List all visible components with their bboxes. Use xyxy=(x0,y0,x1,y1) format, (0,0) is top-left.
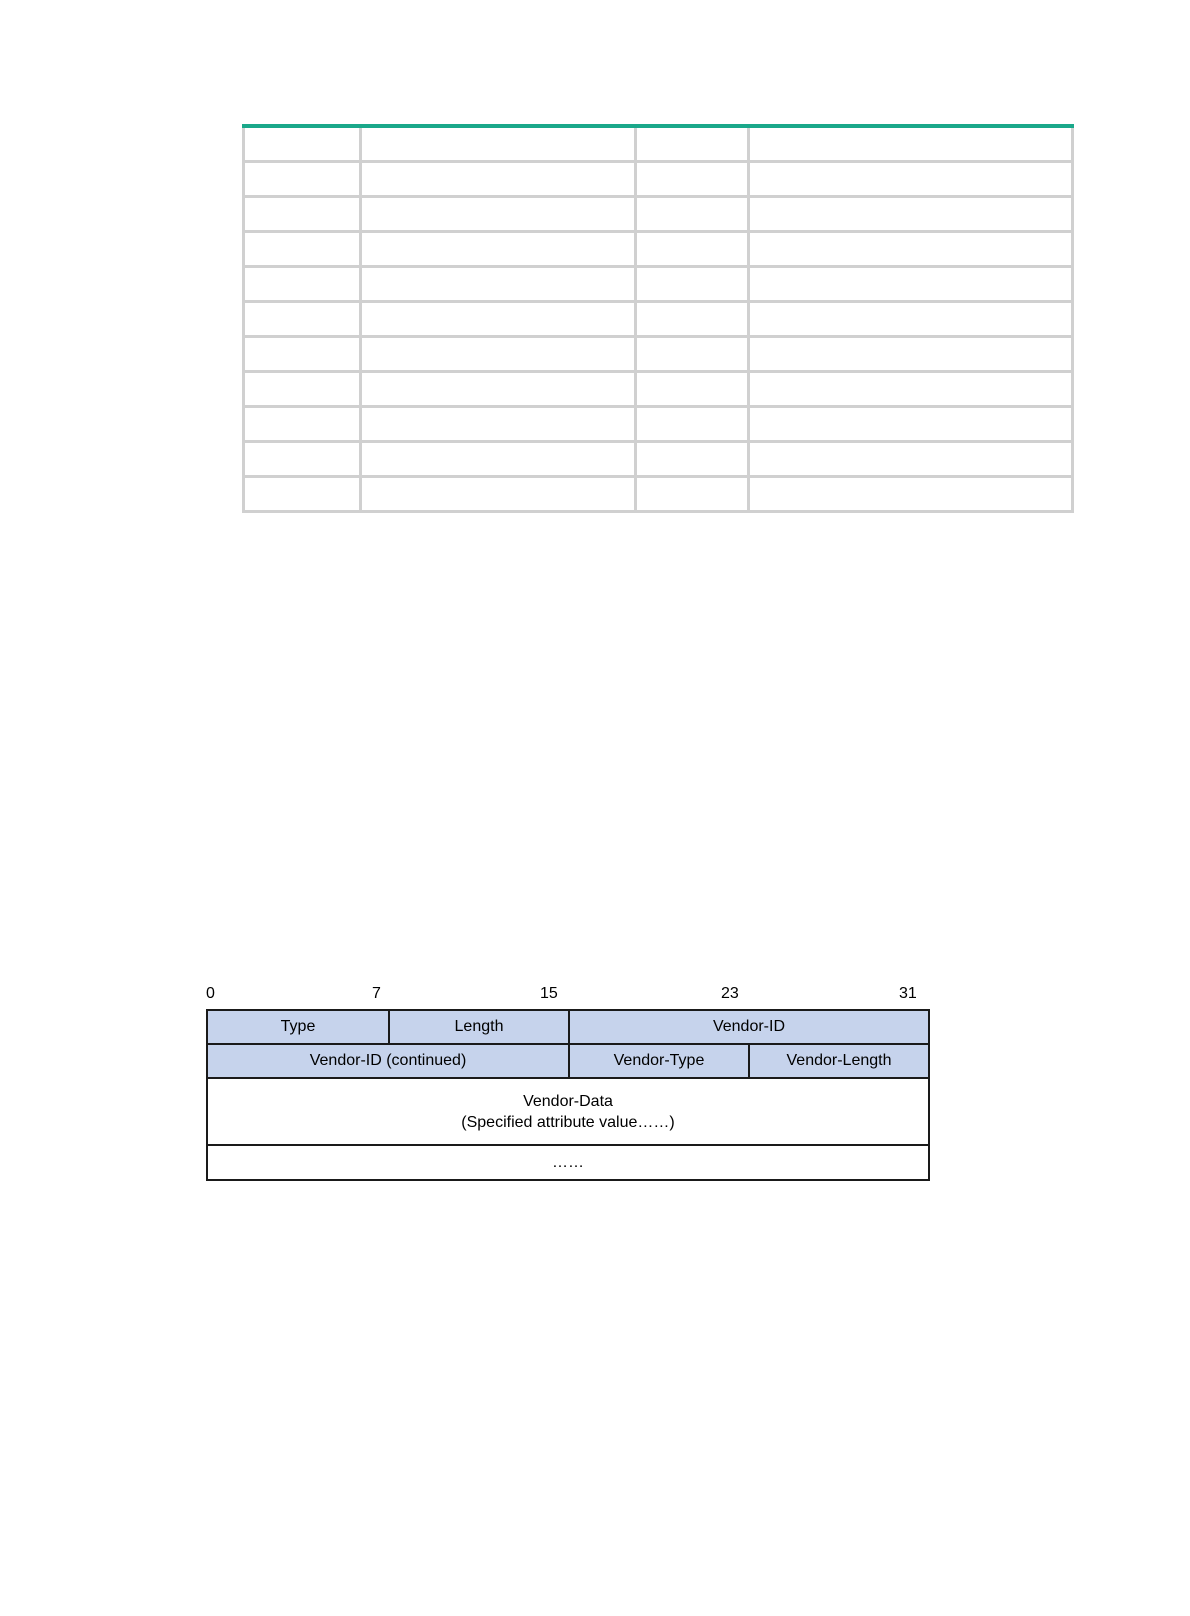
table-row xyxy=(244,197,1073,232)
table-cell xyxy=(749,337,1073,372)
continuation-field: …… xyxy=(552,1153,584,1171)
table-cell xyxy=(244,267,361,302)
table-cell xyxy=(636,442,749,477)
vsa-format-figure xyxy=(206,985,928,1185)
table-cell xyxy=(636,337,749,372)
table-cell xyxy=(749,407,1073,442)
table-cell xyxy=(749,126,1073,162)
table-cell xyxy=(749,197,1073,232)
length-field: Length xyxy=(388,1011,568,1043)
table-cell xyxy=(636,407,749,442)
table-cell xyxy=(361,477,636,512)
table-row xyxy=(244,337,1073,372)
vendor-type-field: Vendor-Type xyxy=(568,1045,748,1077)
table-cell xyxy=(244,197,361,232)
table-cell xyxy=(244,232,361,267)
bit-label-15: 15 xyxy=(540,985,558,1002)
attribute-table xyxy=(242,124,1074,513)
table-cell xyxy=(636,267,749,302)
table-cell xyxy=(361,126,636,162)
table-cell xyxy=(749,267,1073,302)
table-cell xyxy=(749,372,1073,407)
bit-label-7: 7 xyxy=(372,985,381,1002)
table-cell xyxy=(361,302,636,337)
table-cell xyxy=(636,477,749,512)
table-cell xyxy=(636,372,749,407)
table-cell xyxy=(749,232,1073,267)
table-cell xyxy=(244,162,361,197)
table-row xyxy=(244,442,1073,477)
table-cell xyxy=(244,302,361,337)
table-row xyxy=(244,232,1073,267)
table-cell xyxy=(244,407,361,442)
table-cell xyxy=(361,267,636,302)
table-cell xyxy=(244,477,361,512)
table-cell xyxy=(636,197,749,232)
table-cell xyxy=(244,337,361,372)
table-cell xyxy=(361,442,636,477)
table-row xyxy=(244,302,1073,337)
packet-field-grid xyxy=(206,1009,930,1181)
table-cell xyxy=(361,372,636,407)
table-row xyxy=(244,372,1073,407)
table-cell xyxy=(361,337,636,372)
vendor-data-field xyxy=(208,1079,928,1144)
field-row-4 xyxy=(208,1146,928,1179)
vendor-id-field: Vendor-ID xyxy=(568,1011,928,1043)
bit-label-23: 23 xyxy=(721,985,739,1002)
table-cell xyxy=(636,232,749,267)
table-cell xyxy=(749,302,1073,337)
table-cell xyxy=(749,162,1073,197)
bit-label-31: 31 xyxy=(899,985,917,1002)
table-cell xyxy=(361,407,636,442)
field-row-1 xyxy=(208,1011,928,1045)
vendor-id-continued-field: Vendor-ID (continued) xyxy=(208,1045,568,1077)
table-cell xyxy=(361,232,636,267)
table-row xyxy=(244,267,1073,302)
table-row xyxy=(244,126,1073,162)
field-row-2 xyxy=(208,1045,928,1079)
bit-label-0: 0 xyxy=(206,985,215,1002)
table-cell xyxy=(244,126,361,162)
table-cell xyxy=(361,162,636,197)
vendor-length-field: Vendor-Length xyxy=(748,1045,928,1077)
table-cell xyxy=(244,372,361,407)
field-row-3 xyxy=(208,1079,928,1146)
attribute-table-body xyxy=(244,126,1073,512)
type-field: Type xyxy=(208,1011,388,1043)
vendor-data-note: (Specified attribute value……) xyxy=(461,1113,675,1131)
table-cell xyxy=(636,126,749,162)
table-row xyxy=(244,407,1073,442)
table-cell xyxy=(749,442,1073,477)
table-row xyxy=(244,477,1073,512)
vendor-data-label: Vendor-Data xyxy=(523,1092,613,1110)
table-cell xyxy=(749,477,1073,512)
table-cell xyxy=(244,442,361,477)
table-row xyxy=(244,162,1073,197)
table-cell xyxy=(361,197,636,232)
table-cell xyxy=(636,302,749,337)
table-cell xyxy=(636,162,749,197)
